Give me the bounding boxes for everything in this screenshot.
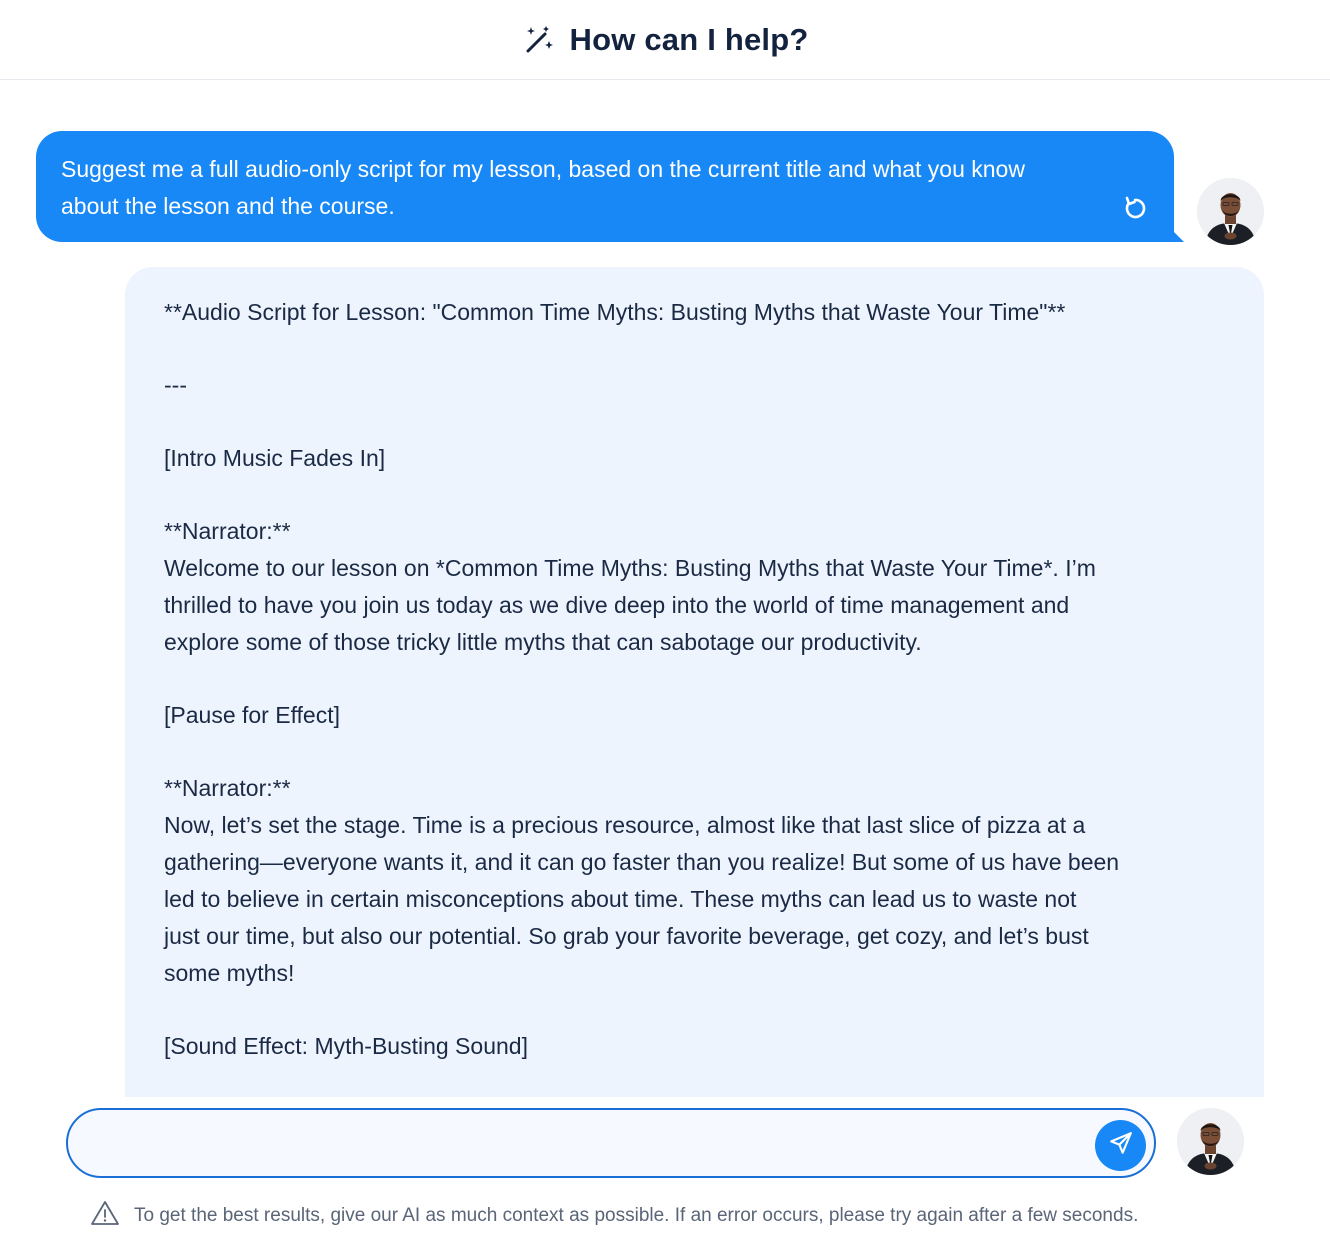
assistant-text-line: Welcome to our lesson on *Common Time Myths: Busting Myths that Waste Your Time*. I’m — [164, 555, 1096, 581]
assistant-text-line: some myths! — [164, 960, 295, 986]
paragraph-gap — [164, 331, 1226, 367]
assistant-text-line: **Narrator:** — [164, 518, 291, 544]
assistant-text-line: just our time, but also our potential. So grab your favorite beverage, get cozy, and let’s bust — [164, 923, 1089, 949]
assistant-text-line: **Audio Script for Lesson: "Common Time Myths: Busting Myths that Waste Your Time"** — [164, 299, 1066, 325]
chat-header — [0, 0, 1330, 80]
footer-note — [90, 1196, 1270, 1236]
paragraph-gap — [164, 992, 1226, 1028]
page-title: How can I help? — [569, 21, 809, 57]
assistant-text-line: thrilled to have you join us today as we dive deep into the world of time management and — [164, 592, 1070, 618]
warning-icon — [90, 1199, 120, 1233]
assistant-text-line: [Sound Effect: Myth-Busting Sound] — [164, 1033, 528, 1059]
assistant-text-line: Now, let’s set the stage. Time is a precious resource, almost like that last slice of pizza at a — [164, 812, 1086, 838]
paragraph-gap — [164, 477, 1226, 513]
bubble-tail — [1162, 220, 1184, 242]
avatar — [1197, 178, 1264, 245]
assistant-text-line: gathering—everyone wants it, and it can go faster than you realize! But some of us have been — [164, 849, 1120, 875]
send-button[interactable] — [1095, 1120, 1146, 1171]
assistant-text-line: led to believe in certain misconceptions about time. These myths can lead us to waste not — [164, 886, 1077, 912]
assistant-text-line: --- — [164, 372, 187, 398]
assistant-text-line: [Intro Music Fades In] — [164, 445, 386, 471]
paragraph-gap — [164, 734, 1226, 770]
assistant-text-line: [Pause for Effect] — [164, 702, 341, 728]
paragraph-gap — [164, 661, 1226, 697]
assistant-text-line: explore some of those tricky little myths that can sabotage our productivity. — [164, 629, 922, 655]
refresh-icon — [1122, 195, 1148, 226]
user-message-bubble — [36, 131, 1174, 242]
message-input[interactable] — [92, 1126, 1082, 1160]
send-icon — [1108, 1130, 1134, 1161]
avatar — [1177, 1108, 1244, 1175]
user-message-text: Suggest me a full audio-only script for my lesson, based on the current title and what you know about the lesson and the course. — [61, 156, 1025, 219]
assistant-text-line: **Narrator:** — [164, 775, 291, 801]
magic-wand-icon — [522, 23, 556, 57]
paragraph-gap — [164, 404, 1226, 440]
message-composer — [66, 1108, 1156, 1178]
footer-note-text: To get the best results, give our AI as much context as possible. If an error occurs, please try again after a few seconds. — [134, 1205, 1139, 1226]
assistant-message-bubble — [125, 267, 1264, 1097]
retry-button[interactable] — [1120, 195, 1150, 225]
